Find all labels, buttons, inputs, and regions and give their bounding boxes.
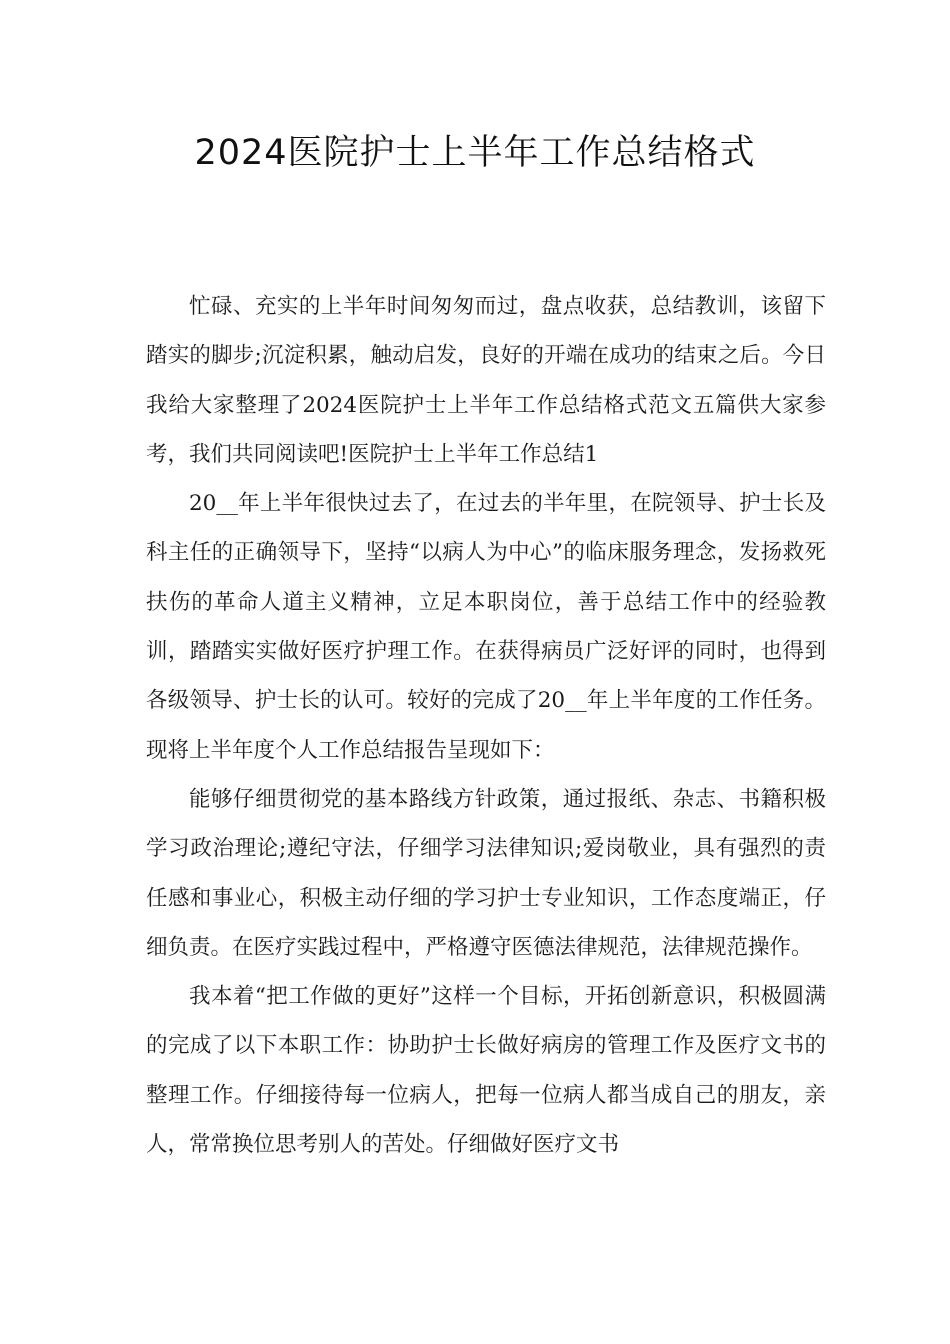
- document-body: [146, 282, 826, 1169]
- paragraph-political-study: 能够仔细贯彻党的基本路线方针政策，通过报纸、杂志、书籍积极学习政治理论;遵纪守法，仔细学习法律知识;爱岗敬业，具有强烈的责任感和事业心，积极主动仔细的学习护士专业知识，工作态度端正，仔细负责。在医疗实践过程中，严格遵守医德法律规范，法律规范操作。: [146, 786, 826, 960]
- paragraph-intro: 忙碌、充实的上半年时间匆匆而过，盘点收获，总结教训，该留下踏实的脚步;沉淀积累，触动启发，良好的开端在成功的结束之后。今日我给大家整理了2024医院护士上半年工作总结格式范文五篇供大家参考，我们共同阅读吧!医院护士上半年工作总结1: [146, 294, 826, 467]
- paragraph-overview: 20__年上半年很快过去了，在过去的半年里，在院领导、护士长及科主任的正确领导下，坚持“以病人为中心”的临床服务理念，发扬救死扶伤的革命人道主义精神，立足本职岗位，善于总结工作中的经验教训，踏踏实实做好医疗护理工作。在获得病员广泛好评的同时，也得到各级领导、护士长的认可。较好的完成了20__年上半年度的工作任务。现将上半年度个人工作总结报告呈现如下：: [146, 491, 826, 763]
- paragraph-duties: 我本着“把工作做的更好”这样一个目标，开拓创新意识，积极圆满的完成了以下本职工作：协助护士长做好病房的管理工作及医疗文书的整理工作。仔细接待每一位病人，把每一位病人都当成自己的朋友，亲人，常常换位思考别人的苦处。仔细做好医疗文书: [146, 984, 826, 1158]
- document-title: 2024医院护士上半年工作总结格式: [194, 133, 756, 173]
